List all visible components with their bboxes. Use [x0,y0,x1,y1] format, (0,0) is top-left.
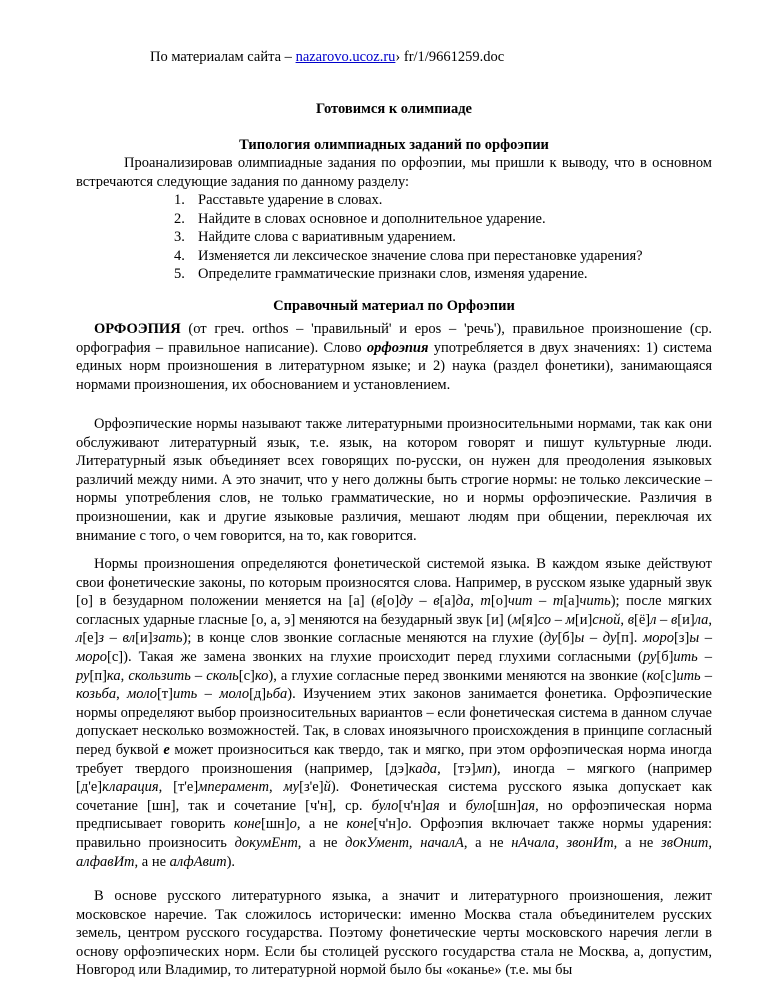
list-item-number: 5. [174,266,185,283]
list-item-text: Определите грамматические признаки слов, изменяя ударение. [198,266,588,283]
text-run: – [700,667,713,684]
list-item-number: 2. [174,210,185,227]
text-run: , но орфоэпическая норма предписывает говорить [76,797,712,833]
text-run: – [656,611,671,628]
text-run: т [552,593,564,610]
text-run: скользить [128,667,191,684]
text-run: му [283,779,300,796]
list-item [76,210,643,229]
text-run: нАчала [511,834,556,851]
text-run: ить [673,648,698,665]
text-run: л [650,611,657,628]
text-run: в [627,611,634,628]
text-run: сколь [206,667,239,684]
text-run: м [512,611,522,628]
text-run: [о] [382,593,400,610]
text-run: ); в конце слов звонкие согласные меняются на глухие ( [182,630,544,647]
text-run: , а не [463,834,512,851]
text-run: – [104,630,123,647]
text-run: ). Такая же замена звонких на глухие происходит перед глухими согласными ( [123,648,643,665]
text-run: [а] [563,593,580,610]
text-run: – [190,667,207,684]
text-run: о [400,816,409,833]
text-run: моро [76,648,108,665]
text-run: и [439,797,466,814]
text-run: – [412,593,434,610]
text-run: , а не [296,816,347,833]
text-run: , [708,611,713,628]
list-item-number: 4. [174,247,185,264]
text-run: – [532,593,553,610]
text-run: употребляется в двух значениях: 1) система единых норм произношения в литературном языке; и 2) наука (раздел фонетики), занимающаяся нормами произношения, их обоснованием и установлением. [76,339,712,393]
list-item-text: Найдите в словах основное и дополнительное ударение. [198,210,546,227]
text-run: – [584,630,603,647]
text-run: ). Изучением этих законов занимается фонетика. Орфоэпические нормы определяют выбор произносительных вариантов – если фонетическая система в данном случае допускает несколько возможностей. Так, в словах иноязычного происхождения в принципе согласный перед буквой [76,686,712,758]
term-word: орфоэпия [366,339,429,356]
list-item-number: 3. [174,229,185,246]
text-run: було [465,797,493,814]
text-run: [з] [673,630,690,647]
source-line [150,49,504,66]
text-run: , [120,667,129,684]
text-run: [с] [660,667,677,684]
text-run: , [555,834,567,851]
text-run: кларация [102,779,159,796]
text-run: Нормы произношения определяются фонетической системой языка. В каждом языке действуют свои фонетические законы, по которым произносятся слова. Например, в русском языке ударный звук [о] в безударном положении меняется на [а] ( [76,556,712,610]
text-run: ла [694,611,709,628]
text-run: ая [425,797,440,814]
text-run: алфАвит [169,853,227,870]
text-run: , а не [297,834,346,851]
text-run: , [т'е] [158,779,199,796]
source-suffix: › fr/1/9661259.doc [395,49,505,65]
text-run: алфавИт [76,853,135,870]
page-title: Готовимся к олимпиаде [316,101,472,117]
text-run: ), а глухие согласные перед звонкими меняются на звонкие ( [268,667,647,684]
text-run: м [565,611,575,628]
text-run: , а не [613,834,662,851]
list-item-number: 1. [174,192,185,208]
text-run: з [98,630,105,647]
text-run: [и] [574,611,593,628]
text-run: – [699,630,713,647]
text-run: звОнит [661,834,709,851]
task-list [76,191,643,284]
term-orthoepy: ОРФОЭПИЯ [94,321,181,337]
text-run: [а] [439,593,456,610]
text-run: (от греч. orthos – 'правильный' и epos – 'речь'), правильное произношение (ср. орфография – правильное написание). Слово [76,321,712,356]
text-run: ко [254,667,269,684]
text-run: ая [521,797,536,814]
text-run: , [116,686,128,703]
text-run: [с] [238,667,255,684]
text-run: . [633,630,643,647]
text-run: , [470,593,481,610]
text-run: [б] [557,630,575,647]
text-run: ы [574,630,585,647]
text-run: в [433,593,440,610]
text-run: [ч'н] [373,816,401,833]
text-run: ы [689,630,700,647]
text-run: ). [226,853,236,870]
text-run: зать [152,630,183,647]
text-run: – [551,611,566,628]
text-run: [я] [521,611,538,628]
text-run: [шн] [260,816,290,833]
text-run: чить [579,593,611,610]
source-prefix: По материалам сайта – [150,49,296,65]
text-run: ду [543,630,558,647]
text-run: ьба [266,686,288,703]
text-run: мп [475,760,493,777]
text-run: звонИт [566,834,614,851]
list-item [76,191,643,210]
text-run: [б] [656,648,674,665]
list-item-text: Изменяется ли лексическое значение слова при перестановке ударения? [198,247,643,264]
text-run: началА [420,834,464,851]
text-run: докумЕнт [234,834,298,851]
text-run: ить [676,667,701,684]
text-run: мперамент [198,779,269,796]
text-run: сной [592,611,621,628]
text-run: со [537,611,552,628]
text-run: й [323,779,331,796]
text-run: моро [642,630,674,647]
text-run: вл [122,630,136,647]
text-run: ру [76,667,90,684]
text-run: , [708,834,712,851]
text-run: ко [646,667,661,684]
text-run: – [697,648,712,665]
text-run: в [670,611,678,628]
text-run: [ч'н] [398,797,426,814]
text-run: [п] [89,667,107,684]
text-run: козьба [76,686,117,703]
text-run: , [408,834,421,851]
text-run: ). Фонетическая система русского языка допускает как сочетание [шн], так и сочетание [ч'н], ср. [76,779,712,814]
text-run: [т] [156,686,173,703]
text-run: [с] [107,648,124,665]
text-run: [и] [677,611,695,628]
letter-e: ), иногда – мягкого (например [д'е] [76,760,712,796]
text-run: может произноситься как твердо, так и мягко, при этом орфоэпическая норма иногда требует твердого произношения (например, [дэ] [76,741,712,777]
text-run: т [480,593,491,610]
text-run: моло [127,686,157,703]
text-run: када [408,760,438,777]
text-run: моло [219,686,250,703]
text-run: [о] [490,593,508,610]
text-run: ру [642,648,657,665]
section-title: Типология олимпиадных заданий по орфоэпии [239,137,549,153]
source-link[interactable]: nazarovo.ucoz.ru [295,49,396,65]
text-run: ка [106,667,121,684]
text-run: л [76,630,83,647]
text-run: , а не [134,853,170,870]
text-run: да [455,593,471,610]
list-item-text: Найдите слова с вариативным ударением. [198,229,456,246]
text-run: докУмент [345,834,409,851]
paragraph-moscow: В основе русского литературного языка, а значит и литературного произношения, лежит московское наречие. Так сложилось исторически: именно Москва стала объединителем русских земель, центром русского государства. Поэтому фонетические черты московского наречия легли в основу орфоэпических норм. Если бы столицей русского государства стала не Москва, а, допустим, Новгород или Владимир, то литературной нормой было бы «оканье» (т.е. мы бы [76,888,712,979]
reference-title: Справочный материал по Орфоэпии [273,298,515,314]
paragraph-orthoepy-definition [76,320,712,394]
text-run: [и] [135,630,153,647]
text-run: [з'е] [299,779,324,796]
text-run: – [197,686,220,703]
paragraph-norms: Орфоэпические нормы называют также литературными произносительными нормами, так как они обслуживают литературный язык, т.е. язык, на котором говорят и пишут культурные люди. Литературный язык объединяет всех говорящих по-русски, он нужен для преодоления языковых различий между ними. А это значит, что у него должны быть строгие нормы: не только лексические – нормы употребления слов, не только грамматические, но и нормы орфоэпические. Различия в произношении, как и другие языковые различия, мешают людям при общении, переключая их внимание с того, о чем говорится, на то, как говорится. [76,416,712,544]
text-run: в [376,593,383,610]
text-run: [д] [249,686,267,703]
text-run: , [тэ] [437,760,476,777]
text-run: [шн] [492,797,522,814]
list-item [76,265,643,284]
text-run: о [289,816,297,833]
text-run: , [268,779,284,796]
text-run: ить [172,686,198,703]
text-run: було [371,797,399,814]
text-run: [п] [616,630,634,647]
intro-paragraph: Проанализировав олимпиадные задания по орфоэпии, мы пришли к выводу, что в основном встречаются следующие задания по данному разделу: [76,155,712,190]
list-item-text: Расставьте ударение в словах. [198,192,383,208]
text-run: [ё] [633,611,651,628]
text-run: ); после мягких согласных ударные гласные [о, а, э] меняются на безударный звук [и] ( [76,593,713,628]
list-item [76,228,643,247]
text-run: ду [399,593,413,610]
text-run: [е] [82,630,99,647]
text-run: е [163,741,170,758]
text-run: чит [507,593,533,610]
text-run: ду [602,630,617,647]
paragraph-phonetics [76,555,712,871]
text-run: . Орфоэпия включает также нормы ударения: правильно произносить [76,816,712,851]
list-item [76,247,643,266]
text-run: , [620,611,628,628]
text-run: коне [346,816,374,833]
text-run: коне [233,816,261,833]
